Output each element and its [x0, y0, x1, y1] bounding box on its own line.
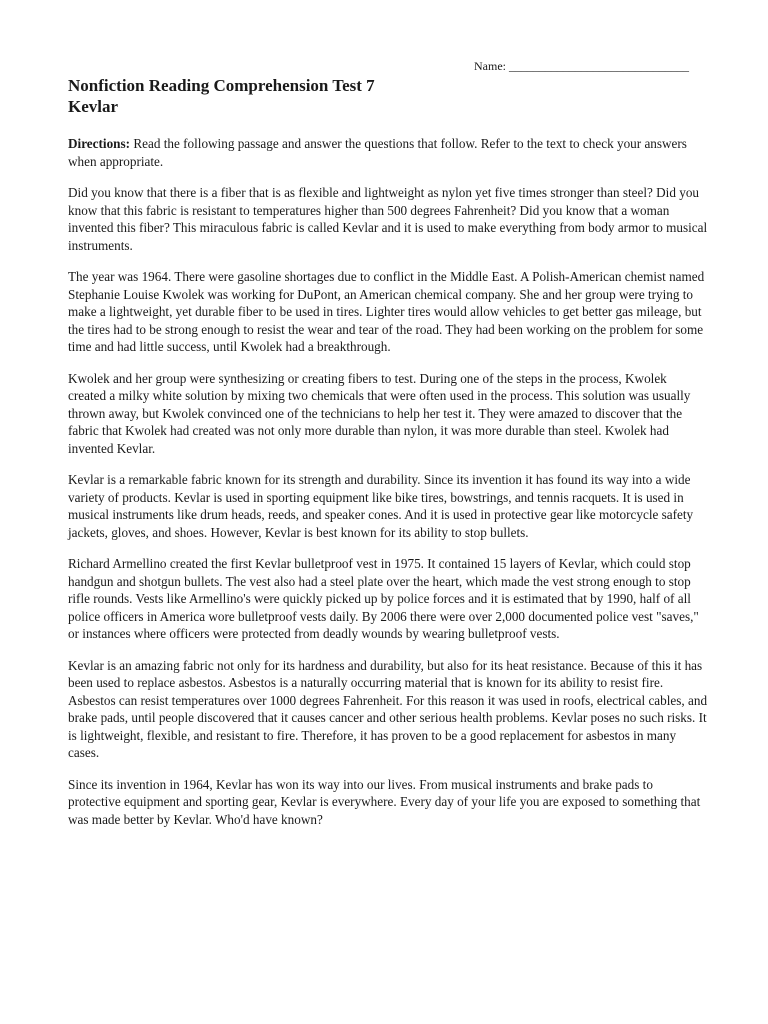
paragraph-3: Kwolek and her group were synthesizing or creating fibers to test. During one of the steps in the process, Kwolek created a milky white solution by mixing two chemicals that were often used in the process. This solution was usually thrown away, but Kwolek convinced one of the technicians to help her test it. They were amazed to discover that the fabric that Kwolek had created was not only more durable than nylon, it was more durable than steel. Kwolek had invented Kevlar. [68, 370, 691, 456]
directions-text: Read the following passage and answer the questions that follow. Refer to the text to check your answers when appropriate. [68, 136, 687, 169]
paragraph-4: Kevlar is a remarkable fabric known for its strength and durability. Since its invention it has found its way into a wide variety of products. Kevlar is used in sporting equipment like bike tires, bowstrings, and tennis racquets. It is used in musical instruments like drum heads, reeds, and speaker cones. And it is used in protective gear like motorcycle safety jackets, gloves, and shoes. However, Kevlar is best known for its ability to stop bullets. [68, 472, 694, 540]
title-block [68, 75, 708, 117]
directions-label: Directions: [68, 136, 131, 151]
paragraph-5: Richard Armellino created the first Kevlar bulletproof vest in 1975. It contained 15 layers of Kevlar, which could stop handgun and shotgun bullets. The vest also had a steel plate over the heart, which made the vest strong enough to stop rifle rounds. Vests like Armellino's were quickly picked up by police forces and it is estimated that by 1990, half of all police officers in America wore bulletproof vests daily. By 2006 there were over 2,000 documented police vest "saves," or instances where officers were protected from deadly wounds by wearing bulletproof vests. [68, 556, 699, 641]
paragraph-1: Did you know that there is a fiber that is as flexible and lightweight as nylon yet five times stronger than steel? Did you know that this fabric is resistant to temperatures higher than 500 degrees Fahrenheit? Did you know that a woman invented this fiber? This miraculous fabric is called Kevlar and it is used to make everything from body armor to musical instruments. [68, 185, 708, 253]
paragraph-7: Since its invention in 1964, Kevlar has won its way into our lives. From musical instruments and brake pads to protective equipment and sporting gear, Kevlar is everywhere. Every day of your life you are exposed to something that was made better by Kevlar. Who'd have known? [68, 776, 701, 827]
paragraph-2: The year was 1964. There were gasoline shortages due to conflict in the Middle East. A Polish-American chemist named Stephanie Louise Kwolek was working for DuPont, an American chemical company. She and her group were trying to make a lightweight, yet durable fiber to be used in tires. Lighter tires would allow vehicles to get better gas mileage, but the tires had to be strong enough to resist the wear and tear of the road. They had been working on the problem for some time and had little success, until Kwolek had a breakthrough. [68, 269, 705, 354]
directions-paragraph [68, 135, 708, 170]
paragraph-6: Kevlar is an amazing fabric not only for its hardness and durability, but also for its heat resistance. Because of this it has been used to replace asbestos. Asbestos is a naturally occurring material that is known for its ability to resist fire. Asbestos can resist temperatures over 1000 degrees Fahrenheit. For this reason it was used in roofs, electrical cables, and brake pads, until people discovered that it causes cancer and other serious health problems. Kevlar poses no such risks. It is lightweight, flexible, and resistant to fire. Therefore, it has proven to be a good replacement for asbestos in many cases. [68, 657, 708, 760]
page-subtitle: Kevlar [68, 97, 119, 116]
page-title: Nonfiction Reading Comprehension Test 7 [68, 76, 375, 95]
name-field-label: Name: ______________________________ [474, 59, 689, 73]
passage-body [68, 135, 708, 842]
